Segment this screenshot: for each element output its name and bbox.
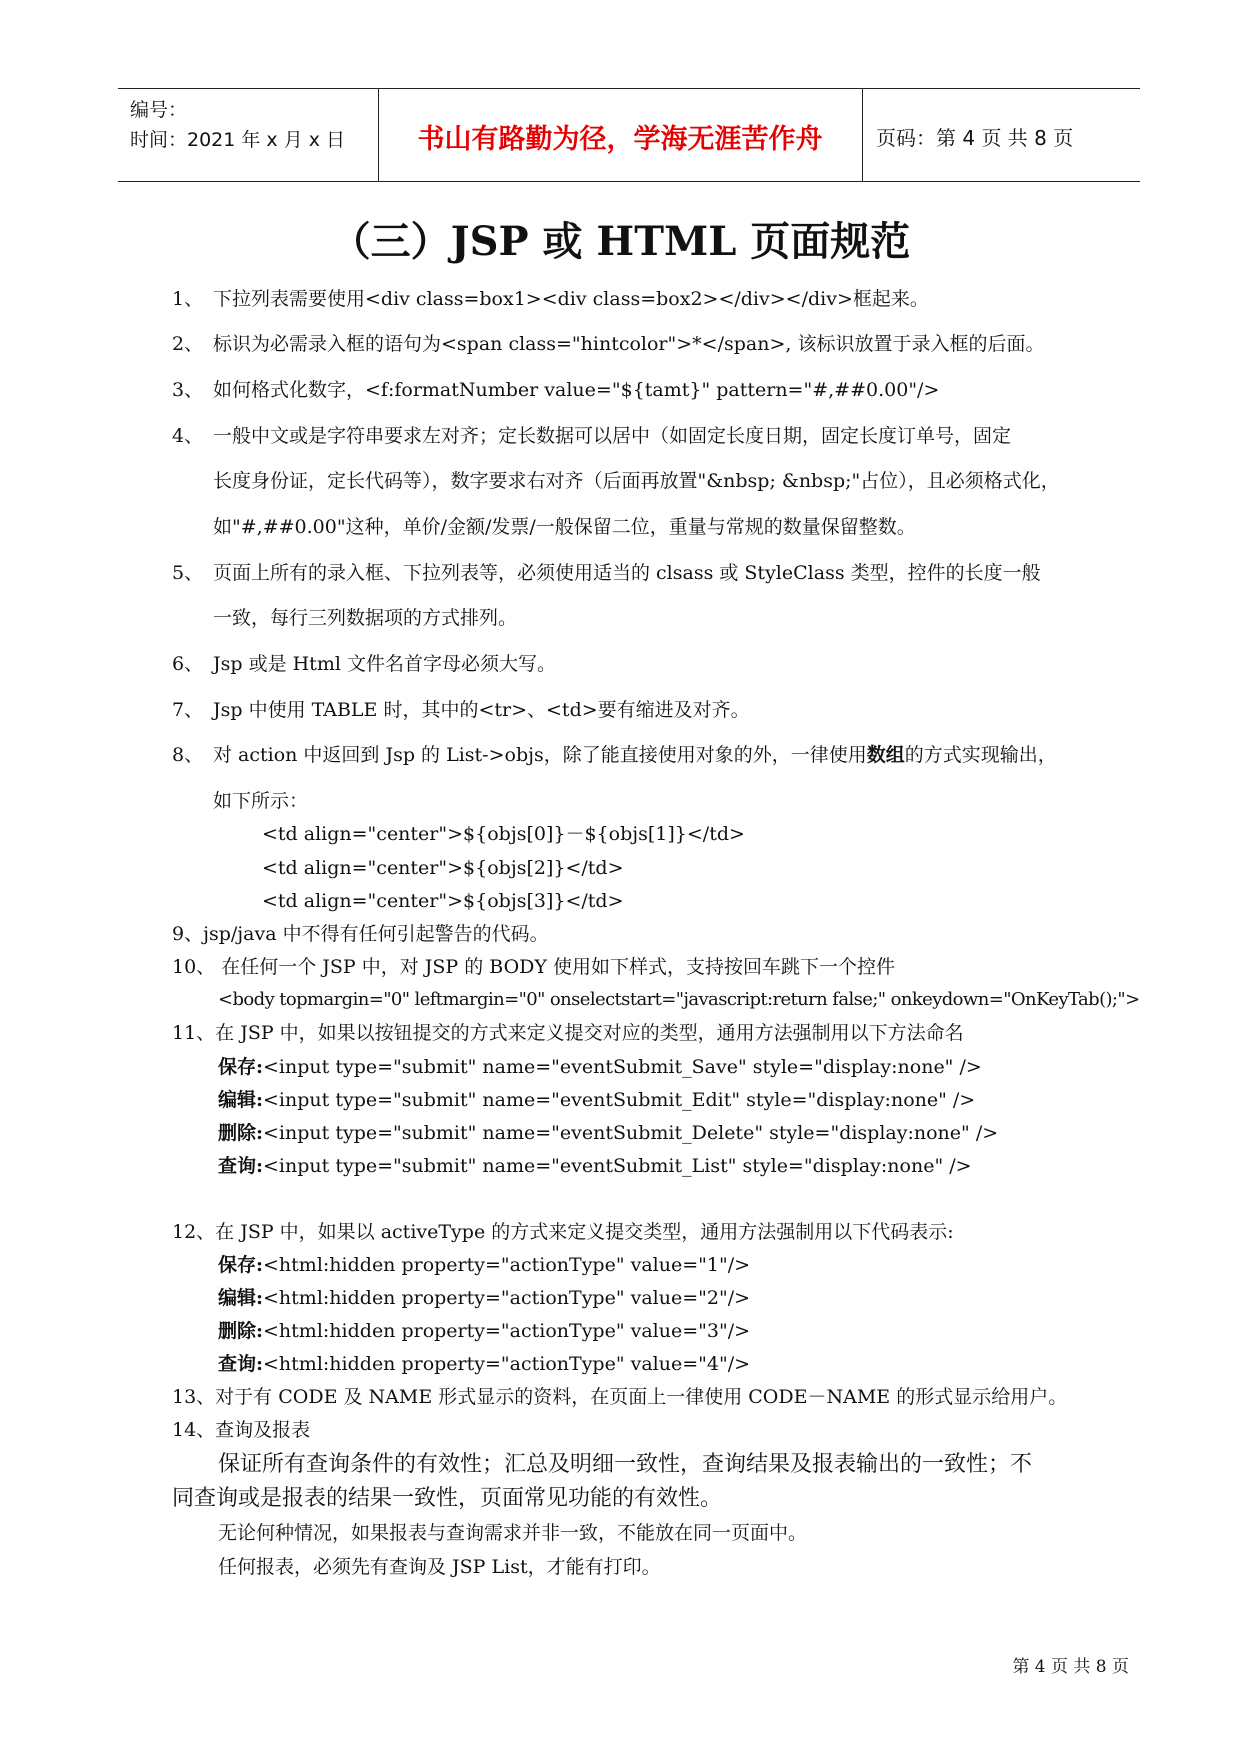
code-label: 编辑: [218, 1089, 264, 1111]
item-text: 一致，每行三列数据项的方式排列。 [213, 607, 518, 629]
item-text: 14、查询及报表 [172, 1419, 311, 1441]
code-text: <html:hidden property="actionType" value="4"/> [263, 1353, 751, 1375]
code-text: <input type="submit" name="eventSubmit_List" style="display:none" /> [263, 1155, 972, 1177]
page-header [118, 88, 1140, 182]
item-text: Jsp 中使用 TABLE 时，其中的<tr>、<td>要有缩进及对齐。 [213, 699, 750, 721]
item-text: 标识为必需录入框的语句为<span class="hintcolor">*</span>, 该标识放置于录入框的后面。 [213, 333, 1045, 355]
code-row [218, 1252, 750, 1278]
code-text: <html:hidden property="actionType" value="3"/> [263, 1320, 751, 1342]
code-line: <td align="center">${objs[2]}</td> [262, 857, 624, 879]
header-page-info: 页码：第 4 页 共 8 页 [876, 126, 1074, 150]
header-meta [130, 95, 345, 155]
item-number: 2、 [172, 333, 204, 355]
item-text: 如下所示： [213, 790, 309, 812]
code-row [218, 1351, 750, 1377]
item-number: 5、 [172, 562, 204, 584]
code-text: <html:hidden property="actionType" value="2"/> [263, 1287, 751, 1309]
code-row [218, 1285, 750, 1311]
item-number: 3、 [172, 379, 204, 401]
code-label: 保存: [218, 1056, 264, 1078]
item-text [213, 742, 1057, 768]
item-text: 一般中文或是字符串要求左对齐；定长数据可以居中（如固定长度日期，固定长度订单号，固定 [213, 425, 1012, 447]
header-motto: 书山有路勤为径，学海无涯苦作舟 [417, 124, 823, 155]
page-title: （三）JSP 或 HTML 页面规范 [330, 218, 911, 265]
code-label: 保存: [218, 1254, 264, 1276]
item-text: 12、在 JSP 中，如果以 activeType 的方式来定义提交类型，通用方法强制用以下代码表示: [172, 1221, 954, 1243]
item-number: 6、 [172, 653, 204, 675]
code-row [218, 1054, 982, 1080]
item-text: 页面上所有的录入框、下拉列表等，必须使用适当的 clsass 或 StyleClass 类型，控件的长度一般 [213, 562, 1041, 584]
paragraph-line: 同查询或是报表的结果一致性，页面常见功能的有效性。 [172, 1486, 723, 1511]
number-label: 编号： [130, 99, 188, 121]
item-text: 下拉列表需要使用<div class=box1><div class=box2></div></div>框起来。 [213, 288, 929, 310]
code-line: <td align="center">${objs[3]}</td> [262, 890, 624, 912]
item-text: 13、对于有 CODE 及 NAME 形式显示的资料，在页面上一律使用 CODE－NAME 的形式显示给用户。 [172, 1386, 1068, 1408]
header-divider [862, 89, 863, 181]
item-text: Jsp 或是 Html 文件名首字母必须大写。 [213, 653, 556, 675]
code-label: 查询: [218, 1155, 264, 1177]
item-number: 1、 [172, 288, 204, 310]
code-label: 查询: [218, 1353, 264, 1375]
item-text-part: 的方式实现输出， [904, 744, 1057, 766]
item-text: 11、在 JSP 中，如果以按钮提交的方式来定义提交对应的类型，通用方法强制用以下方法命名 [172, 1022, 964, 1044]
code-label: 删除: [218, 1122, 264, 1144]
code-text: <html:hidden property="actionType" value="1"/> [263, 1254, 751, 1276]
item-text-part: 对 action 中返回到 Jsp 的 List->objs，除了能直接使用对象的外，一律使用 [213, 744, 867, 766]
item-text: 9、jsp/java 中不得有任何引起警告的代码。 [172, 923, 549, 945]
item-text: 如何格式化数字，<f:formatNumber value="${tamt}" pattern="#,##0.00"/> [213, 379, 940, 401]
page-footer: 第 4 页 共 8 页 [1012, 1657, 1129, 1677]
code-label: 删除: [218, 1320, 264, 1342]
code-text: <input type="submit" name="eventSubmit_Delete" style="display:none" /> [263, 1122, 999, 1144]
item-text: 长度身份证，定长代码等），数字要求右对齐（后面再放置"&nbsp; &nbsp;"占位），且必须格式化， [213, 470, 1060, 492]
item-text: 如"#,##0.00"这种，单价/金额/发票/一般保留二位，重量与常规的数量保留整数。 [213, 516, 916, 538]
paragraph-line: 保证所有查询条件的有效性；汇总及明细一致性，查询结果及报表输出的一致性；不 [218, 1452, 1033, 1477]
code-line: <td align="center">${objs[0]}－${objs[1]}</td> [262, 823, 745, 845]
paragraph-line: 任何报表，必须先有查询及 JSP List，才能有打印。 [218, 1556, 661, 1578]
code-text: <input type="submit" name="eventSubmit_Save" style="display:none" /> [263, 1056, 982, 1078]
code-row [218, 1153, 972, 1179]
code-line: <body topmargin="0" leftmargin="0" onselectstart="javascript:return false;" onkeydown="OnKeyTab();"> [218, 989, 1140, 1010]
code-row [218, 1087, 975, 1113]
paragraph-line: 无论何种情况，如果报表与查询需求并非一致，不能放在同一页面中。 [218, 1522, 808, 1544]
code-row [218, 1318, 750, 1344]
code-text: <input type="submit" name="eventSubmit_Edit" style="display:none" /> [263, 1089, 976, 1111]
item-number: 8、 [172, 744, 204, 766]
item-text-emphasis: 数组 [866, 744, 905, 766]
time-label: 时间：2021 年 x 月 x 日 [130, 129, 346, 151]
code-label: 编辑: [218, 1287, 264, 1309]
item-text: 10、 在任何一个 JSP 中，对 JSP 的 BODY 使用如下样式，支持按回车跳下一个控件 [172, 956, 895, 978]
item-number: 4、 [172, 425, 204, 447]
code-row [218, 1120, 998, 1146]
item-number: 7、 [172, 699, 204, 721]
